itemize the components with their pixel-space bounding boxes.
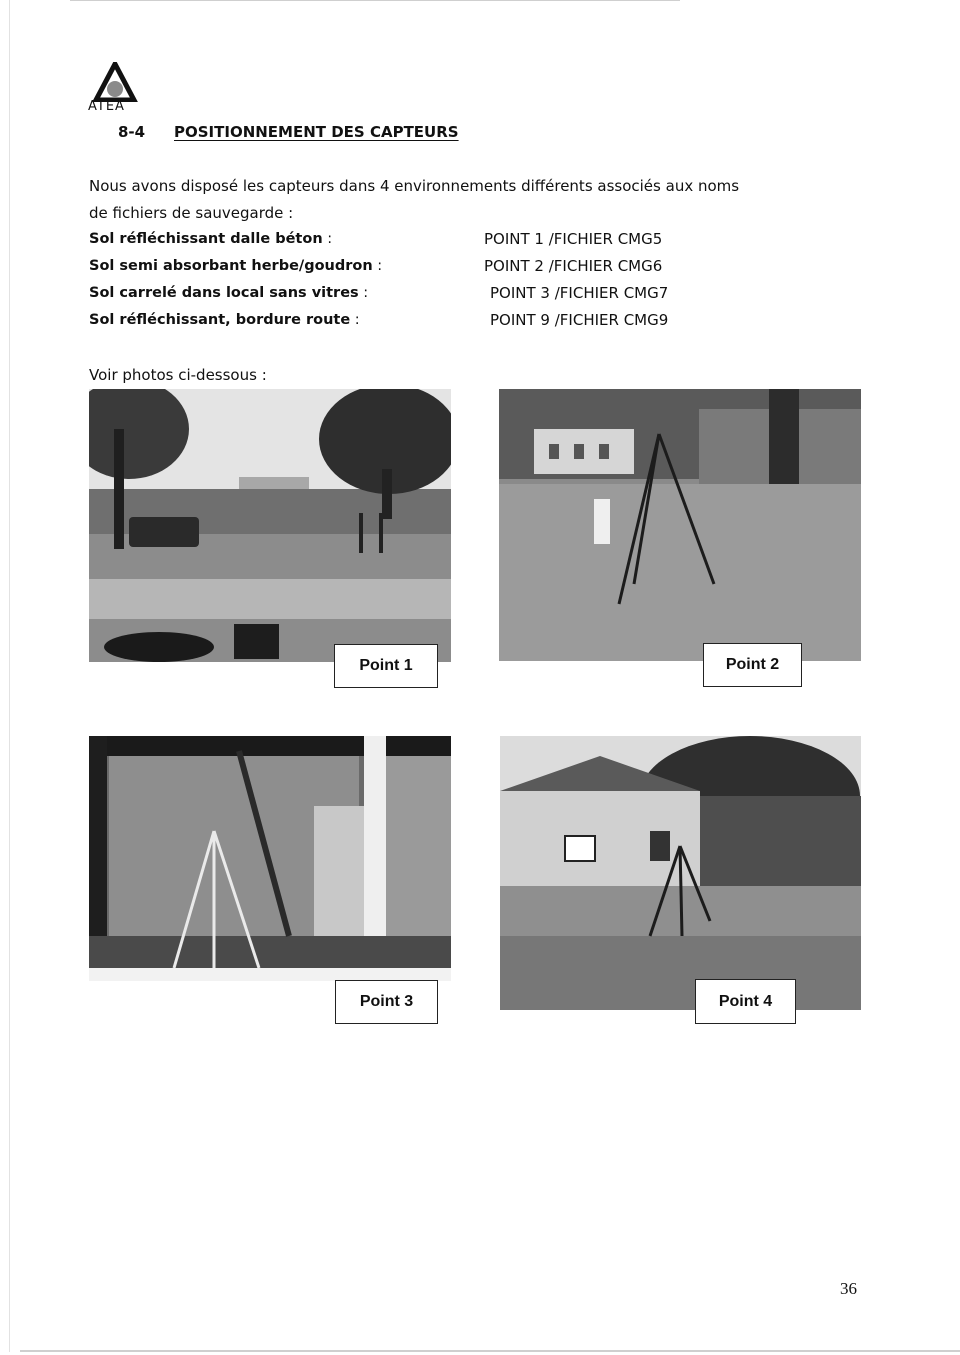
photo-caption-1: Point 1	[334, 644, 438, 688]
photo-caption-3: Point 3	[335, 980, 438, 1024]
photo-caption-4: Point 4	[695, 979, 796, 1024]
photo-point-3	[89, 736, 451, 981]
photo-point-1	[89, 389, 451, 662]
row-label-2: Sol semi absorbant herbe/goudron :	[89, 258, 383, 274]
row-value-2: POINT 2 /FICHIER CMG6	[484, 257, 663, 275]
row-label-4: Sol réfléchissant, bordure route :	[89, 312, 360, 328]
row-value-1: POINT 1 /FICHIER CMG5	[484, 230, 663, 248]
intro-line-2: de fichiers de sauvegarde :	[89, 204, 294, 222]
page-edge-top	[70, 0, 680, 1]
section-title: POSITIONNEMENT DES CAPTEURS	[174, 123, 459, 141]
photos-intro: Voir photos ci-dessous :	[89, 366, 267, 384]
row-value-4: POINT 9 /FICHIER CMG9	[490, 311, 669, 329]
atea-logo	[86, 62, 148, 124]
page-number: 36	[840, 1279, 857, 1298]
row-value-3: POINT 3 /FICHIER CMG7	[490, 284, 669, 302]
page-edge-left	[9, 0, 10, 1352]
page-edge-bottom	[20, 1350, 960, 1352]
row-label-3: Sol carrelé dans local sans vitres :	[89, 285, 369, 301]
intro-line-1: Nous avons disposé les capteurs dans 4 environnements différents associés aux noms	[89, 177, 740, 195]
photo-point-2	[499, 389, 861, 661]
section-number: 8-4	[118, 123, 146, 141]
photo-point-4	[500, 736, 861, 1010]
logo-text: ATEA	[88, 99, 125, 114]
photo-caption-2: Point 2	[703, 643, 802, 687]
row-label-1: Sol réfléchissant dalle béton :	[89, 231, 333, 247]
